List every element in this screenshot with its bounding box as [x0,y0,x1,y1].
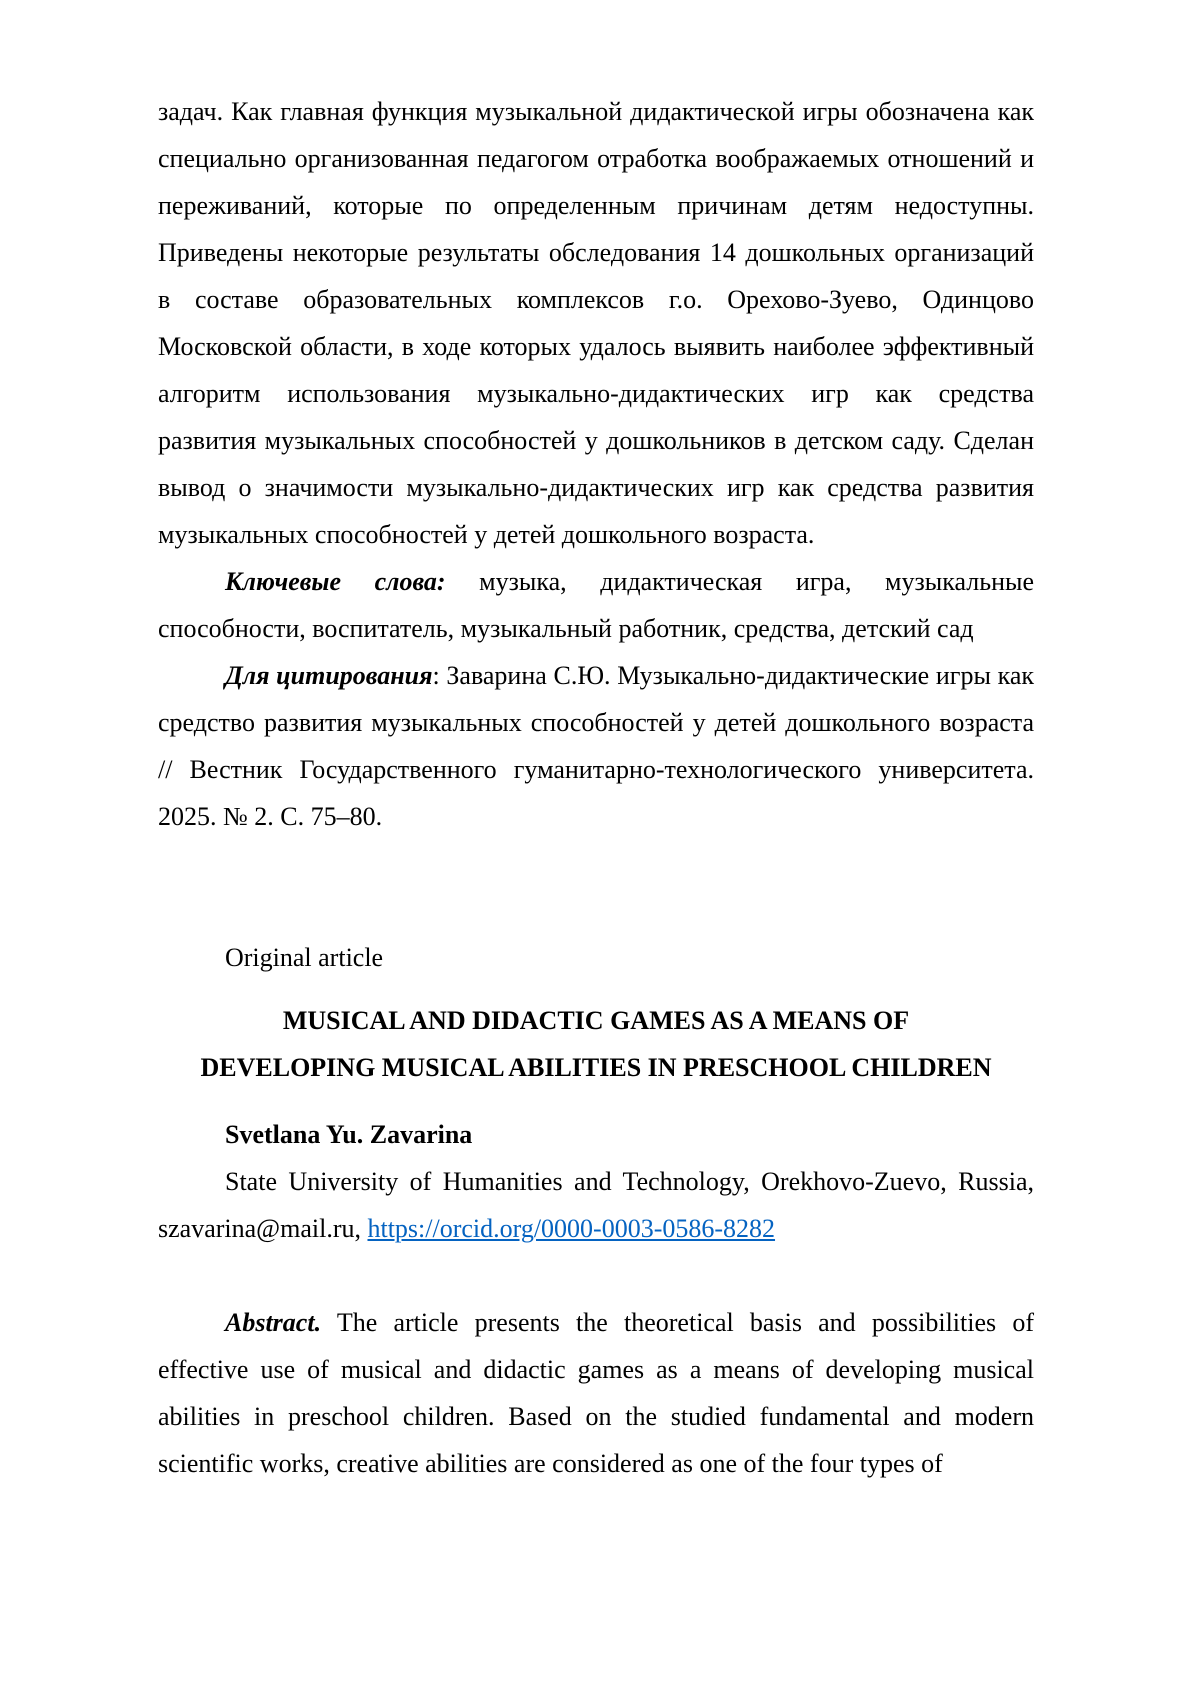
affiliation-text: State University of Humanities and Technology, Orekhovo-Zuevo, Russia, szavarina@mail.ru, [158,1167,1034,1243]
abstract-text: The article presents the theoretical basis and possibilities of effective use of musical and didactic games as a means of developing musical abilities in preschool children. Based on the studied fundamental and modern scientific works, creative abilities are considered as one of the four types of [158,1308,1035,1478]
article-title-line1: MUSICAL AND DIDACTIC GAMES AS A MEANS OF [282,1006,910,1035]
keywords-label: Ключевые слова: [225,567,446,596]
citation-label: Для цитирования [225,661,433,690]
abstract-ru-continuation: задач. Как главная функция музыкальной дидактической игры обозначена как специально организованная педагогом отработка воображаемых отношений и переживаний, которые по определенным причинам детям недоступны. Приведены некоторые результаты обследования 14 дошкольных организаций в составе образовательных комплексов г.о. Орехово-Зуево, Одинцово Московской области, в ходе которых удалось выявить наиболее эффективный алгоритм использования музыкально-дидактических игр как средства развития музыкальных способностей у дошкольников в детском саду. Сделан вывод о значимости музыкально-дидактических игр как средства развития музыкальных способностей у детей дошкольного возраста. [158,97,1034,549]
abstract-label: Abstract. [225,1308,322,1337]
affiliation-paragraph [158,1158,1034,1252]
article-title-line2: DEVELOPING MUSICAL ABILITIES IN PRESCHOOL CHILDREN [200,1053,992,1082]
keywords-paragraph [158,558,1034,652]
citation-text: : Заварина С.Ю. Музыкально-дидактические игры как средство развития музыкальных способностей у детей дошкольного возраста // Вестник Государственного гуманитарно-технологического университета. 2025. № 2. С. 75–80. [158,661,1034,831]
author-name: Svetlana Yu. Zavarina [225,1120,473,1149]
keywords-text: музыка, дидактическая игра, музыкальные способности, воспитатель, музыкальный работник, средства, детский сад [158,567,1035,643]
article-title-en [158,997,1034,1091]
article-type-label: Original article [225,943,384,972]
citation-paragraph [158,652,1034,840]
orcid-link[interactable]: https://orcid.org/0000-0003-0586-8282 [367,1214,776,1243]
abstract-en-paragraph [158,1299,1034,1487]
